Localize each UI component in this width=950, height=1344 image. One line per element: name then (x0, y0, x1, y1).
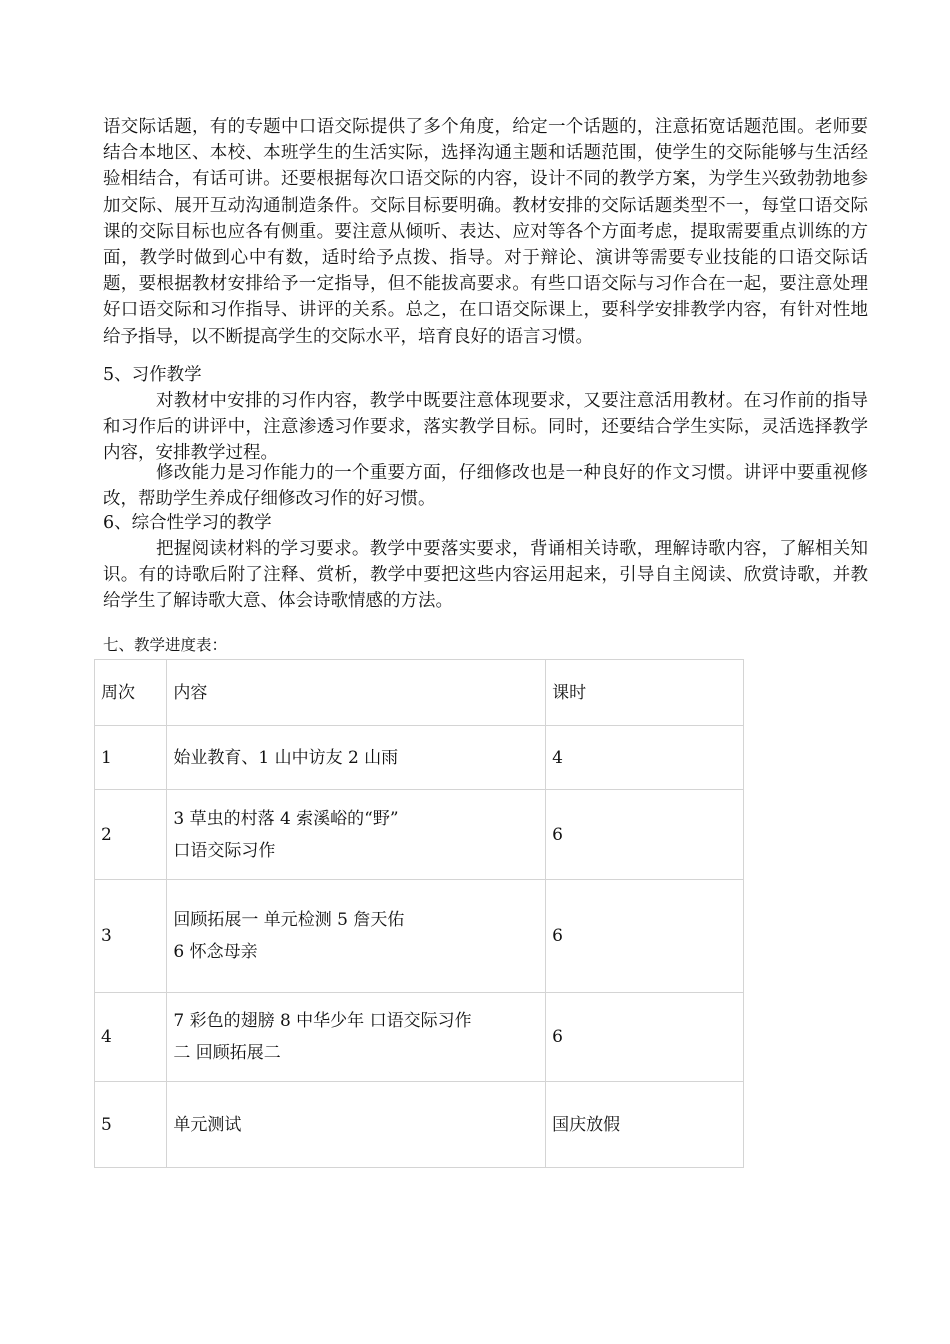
content-line: 始业教育、1 山中访友 2 山雨 (173, 747, 399, 768)
week-cell: 5 (95, 1082, 167, 1168)
oral-communication-paragraph: 语交际话题，有的专题中口语交际提供了多个角度，给定一个话题的，注意拓宽话题范围。老师要结合本地区、本校、本班学生的生活实际，选择沟通主题和话题范围，使学生的交际能够与生活经验相结合，有话可讲。还要根据每次口语交际的内容，设计不同的教学方案，为学生兴致勃勃地参加交际、展开互动沟通制造条件。交际目标要明确。教材安排的交际话题类型不一，每堂口语交际课的交际目标也应各有侧重。要注意从倾听、表达、应对等各个方面考虑，提取需要重点训练的方面，教学时做到心中有数，适时给予点拨、指导。对于辩论、演讲等需要专业技能的口语交际话题，要根据教材安排给予一定指导，但不能拔高要求。有些口语交际与习作合在一起，要注意处理好口语交际和习作指导、讲评的关系。总之，在口语交际课上，要科学安排教学内容，有针对性地给予指导，以不断提高学生的交际水平，培育良好的语言习惯。 (103, 117, 868, 347)
header-hours: 课时 (546, 660, 744, 726)
table-row (95, 880, 744, 993)
teaching-schedule-table (94, 659, 744, 1168)
table-row (95, 726, 744, 790)
table-row (95, 993, 744, 1082)
content-cell (167, 790, 546, 880)
content-line: 单元测试 (173, 1114, 242, 1135)
week-cell: 1 (95, 726, 167, 790)
writing-paragraph-2: 修改能力是习作能力的一个重要方面，仔细修改也是一种良好的作文习惯。讲评中要重视修改，帮助学生养成仔细修改习作的好习惯。 (103, 463, 868, 510)
content-cell (167, 880, 546, 993)
content-cell (167, 993, 546, 1082)
table-header-row (95, 660, 744, 726)
table-row (95, 1082, 744, 1168)
week-cell: 4 (95, 993, 167, 1082)
writing-paragraph-1: 对教材中安排的习作内容，教学中既要注意体现要求，又要注意活用教材。在习作前的指导和习作后的讲评中，注意渗透习作要求，落实教学目标。同时，还要结合学生实际，灵活选择教学内容，安排教学过程。 (103, 391, 868, 464)
writing-teaching-heading: 5、习作教学 (103, 365, 202, 385)
content-line: 3 草虫的村落 4 索溪峪的“野” (173, 808, 399, 829)
content-line: 6 怀念母亲 (173, 942, 258, 962)
content-cell (167, 726, 546, 790)
hours-cell: 国庆放假 (546, 1082, 744, 1168)
hours-cell: 6 (546, 993, 744, 1082)
content-line: 回顾拓展一 单元检测 5 詹天佑 (173, 910, 405, 930)
content-line: 7 彩色的翅膀 8 中华少年 口语交际习作 (173, 1011, 472, 1031)
hours-cell: 4 (546, 726, 744, 790)
week-cell: 3 (95, 880, 167, 993)
content-line: 口语交际习作 (173, 840, 276, 861)
table-row (95, 790, 744, 880)
comprehensive-learning-paragraph: 把握阅读材料的学习要求。教学中要落实要求，背诵相关诗歌，理解诗歌内容，了解相关知识。有的诗歌后附了注释、赏析，教学中要把这些内容运用起来，引导自主阅读、欣赏诗歌，并教给学生了解诗歌大意、体会诗歌情感的方法。 (103, 539, 868, 612)
content-line: 二 回顾拓展二 (173, 1043, 281, 1063)
hours-cell: 6 (546, 790, 744, 880)
schedule-caption: 七、教学进度表： (103, 636, 228, 654)
header-content: 内容 (167, 660, 546, 726)
header-week: 周次 (95, 660, 167, 726)
week-cell: 2 (95, 790, 167, 880)
comprehensive-learning-heading: 6、综合性学习的教学 (103, 513, 272, 533)
hours-cell: 6 (546, 880, 744, 993)
content-cell (167, 1082, 546, 1168)
